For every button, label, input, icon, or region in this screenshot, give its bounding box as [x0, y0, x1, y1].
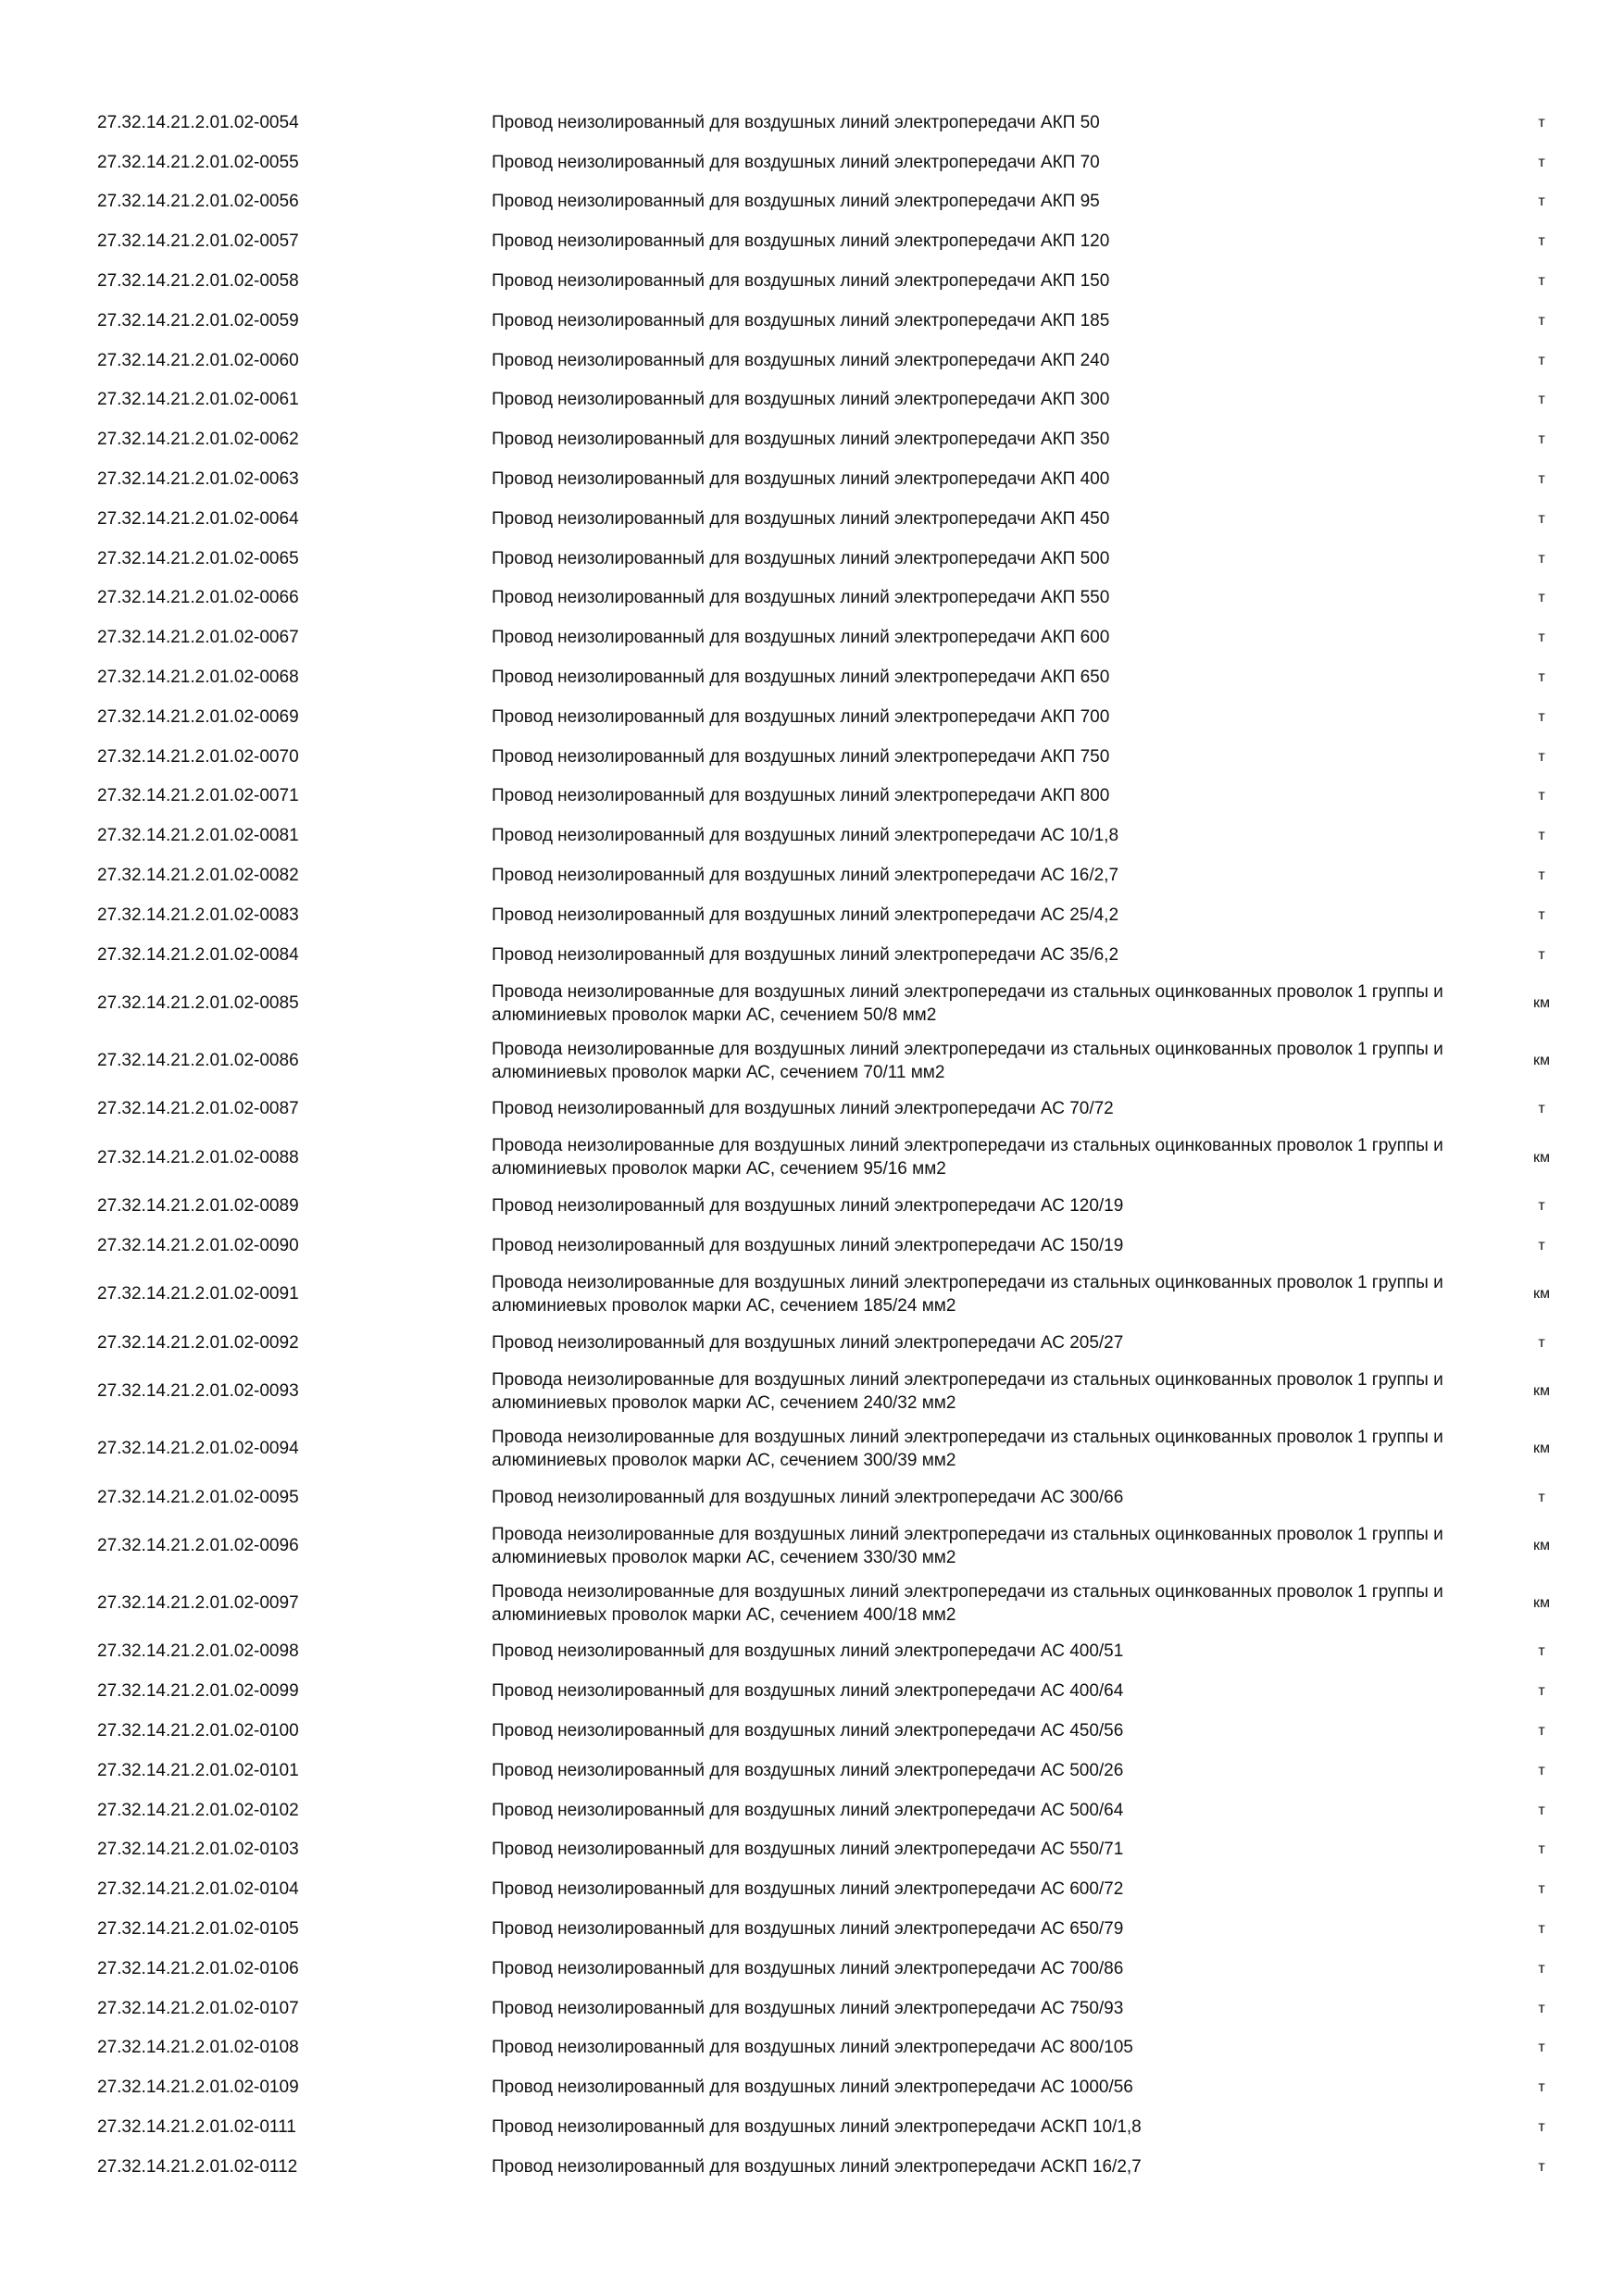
unit-of-measure: км: [1533, 1595, 1550, 1612]
table-row: [97, 1711, 1569, 1751]
resource-code: 27.32.14.21.2.01.02-0104: [97, 1879, 299, 1900]
table-row: [97, 1830, 1569, 1870]
table-row: [97, 1032, 1569, 1090]
resource-name: Провод неизолированный для воздушных линий электропередачи АС 500/26: [492, 1760, 1124, 1780]
resource-name: Провод неизолированный для воздушных линий электропередачи АС 800/105: [492, 2038, 1133, 2058]
resource-name: Провод неизолированный для воздушных линий электропередачи АКП 350: [492, 430, 1110, 450]
table-row: [97, 1791, 1569, 1830]
table-row: [97, 579, 1569, 618]
unit-of-measure: т: [1538, 828, 1545, 844]
table-row: [97, 1909, 1569, 1949]
table-row: [97, 539, 1569, 579]
table-row: [97, 381, 1569, 420]
table-row: [97, 1090, 1569, 1129]
unit-of-measure: т: [1538, 1489, 1545, 1505]
resource-name: Провод неизолированный для воздушных линий электропередачи АС 25/4,2: [492, 905, 1119, 925]
unit-of-measure: км: [1533, 1441, 1550, 1457]
resource-code: 27.32.14.21.2.01.02-0070: [97, 746, 299, 767]
table-row: [97, 855, 1569, 895]
unit-of-measure: т: [1538, 352, 1545, 368]
unit-of-measure: т: [1538, 946, 1545, 963]
unit-of-measure: т: [1538, 1101, 1545, 1117]
table-row: [97, 1186, 1569, 1226]
unit-of-measure: т: [1538, 312, 1545, 329]
resource-name: Провод неизолированный для воздушных линий электропередачи АКП 300: [492, 390, 1110, 410]
table-row: [97, 975, 1569, 1032]
resource-name: Провода неизолированные для воздушных линий электропередачи из стальных оцинкованных проволок 1 группы и алюминиевых проволок марки АС, сечением 240/32 мм2: [492, 1369, 1443, 1413]
unit-of-measure: км: [1533, 1053, 1550, 1069]
resource-name: Провод неизолированный для воздушных линий электропередачи АКП 650: [492, 668, 1110, 688]
table-row: [97, 1632, 1569, 1672]
resource-name: Провод неизолированный для воздушных линий электропередачи АС 450/56: [492, 1721, 1124, 1741]
resource-name: Провод неизолированный для воздушных линий электропередачи АС 550/71: [492, 1840, 1124, 1860]
table-row: [97, 1869, 1569, 1909]
unit-of-measure: т: [1538, 1683, 1545, 1700]
resource-code: 27.32.14.21.2.01.02-0097: [97, 1593, 299, 1614]
resource-code: 27.32.14.21.2.01.02-0100: [97, 1721, 299, 1741]
unit-of-measure: т: [1538, 114, 1545, 131]
resource-name: Провод неизолированный для воздушных линий электропередачи АС 300/66: [492, 1487, 1124, 1507]
unit-of-measure: т: [1538, 392, 1545, 408]
unit-of-measure: т: [1538, 154, 1545, 170]
resource-code: 27.32.14.21.2.01.02-0109: [97, 2078, 299, 2098]
unit-of-measure: т: [1538, 273, 1545, 290]
resource-name: Провод неизолированный для воздушных линий электропередачи АСКП 10/1,8: [492, 2116, 1142, 2137]
resource-code: 27.32.14.21.2.01.02-0107: [97, 1998, 299, 2018]
unit-of-measure: т: [1538, 1762, 1545, 1778]
table-row: [97, 1266, 1569, 1323]
resource-code: 27.32.14.21.2.01.02-0058: [97, 271, 299, 292]
resource-name: Провод неизолированный для воздушных линий электропередачи АС 500/64: [492, 1800, 1124, 1820]
table-row: [97, 1517, 1569, 1575]
resource-name: Провод неизолированный для воздушных линий электропередачи АКП 240: [492, 350, 1110, 370]
resource-code: 27.32.14.21.2.01.02-0085: [97, 993, 299, 1014]
unit-of-measure: т: [1538, 471, 1545, 488]
unit-of-measure: т: [1538, 1802, 1545, 1818]
resource-name: Провод неизолированный для воздушных линий электропередачи АС 70/72: [492, 1099, 1114, 1119]
table-row: [97, 1420, 1569, 1478]
unit-of-measure: т: [1538, 669, 1545, 686]
resource-name: Провод неизолированный для воздушных линий электропередачи АКП 600: [492, 628, 1110, 648]
unit-of-measure: км: [1533, 1383, 1550, 1400]
resource-code: 27.32.14.21.2.01.02-0065: [97, 548, 299, 568]
resource-code: 27.32.14.21.2.01.02-0090: [97, 1236, 299, 1256]
resource-name: Провода неизолированные для воздушных линий электропередачи из стальных оцинкованных проволок 1 группы и алюминиевых проволок марки АС, сечением 330/30 мм2: [492, 1524, 1443, 1567]
resource-code: 27.32.14.21.2.01.02-0071: [97, 786, 299, 806]
resource-name: Провод неизолированный для воздушных линий электропередачи АКП 800: [492, 786, 1110, 806]
resource-code: 27.32.14.21.2.01.02-0091: [97, 1284, 299, 1304]
table-row: [97, 221, 1569, 261]
table-row: [97, 1363, 1569, 1420]
unit-of-measure: км: [1533, 1149, 1550, 1166]
resource-name: Провода неизолированные для воздушных линий электропередачи из стальных оцинкованных проволок 1 группы и алюминиевых проволок марки АС, сечением 95/16 мм2: [492, 1136, 1443, 1179]
resource-name: Провод неизолированный для воздушных линий электропередачи АКП 120: [492, 231, 1110, 252]
resource-name: Провод неизолированный для воздушных линий электропередачи АКП 50: [492, 112, 1100, 132]
resource-code: 27.32.14.21.2.01.02-0054: [97, 112, 299, 132]
resource-code: 27.32.14.21.2.01.02-0094: [97, 1439, 299, 1459]
resource-name: Провод неизолированный для воздушных линий электропередачи АС 700/86: [492, 1958, 1124, 1978]
resource-table: [97, 103, 1569, 2187]
resource-name: Провод неизолированный для воздушных линий электропередачи АКП 95: [492, 192, 1100, 212]
table-row: [97, 1478, 1569, 1517]
resource-name: Провод неизолированный для воздушных линий электропередачи АС 400/51: [492, 1641, 1124, 1662]
unit-of-measure: т: [1538, 431, 1545, 448]
unit-of-measure: т: [1538, 1643, 1545, 1660]
resource-name: Провод неизолированный для воздушных линий электропередачи АКП 450: [492, 508, 1110, 529]
table-row: [97, 816, 1569, 855]
resource-code: 27.32.14.21.2.01.02-0111: [97, 2116, 296, 2137]
resource-code: 27.32.14.21.2.01.02-0093: [97, 1381, 299, 1402]
unit-of-measure: т: [1538, 1334, 1545, 1351]
resource-name: Провод неизолированный для воздушных линий электропередачи АС 35/6,2: [492, 944, 1119, 965]
resource-code: 27.32.14.21.2.01.02-0087: [97, 1099, 299, 1119]
resource-name: Провод неизолированный для воздушных линий электропередачи АС 650/79: [492, 1918, 1124, 1939]
table-row: [97, 301, 1569, 341]
unit-of-measure: т: [1538, 867, 1545, 884]
resource-code: 27.32.14.21.2.01.02-0061: [97, 390, 299, 410]
resource-code: 27.32.14.21.2.01.02-0055: [97, 152, 299, 172]
table-row: [97, 935, 1569, 975]
resource-name: Провода неизолированные для воздушных линий электропередачи из стальных оцинкованных проволок 1 группы и алюминиевых проволок марки АС, сечением 300/39 мм2: [492, 1427, 1443, 1470]
resource-code: 27.32.14.21.2.01.02-0102: [97, 1800, 299, 1820]
table-row: [97, 459, 1569, 499]
table-row: [97, 2107, 1569, 2147]
resource-name: Провод неизолированный для воздушных линий электропередачи АС 150/19: [492, 1236, 1124, 1256]
resource-name: Провод неизолированный для воздушных линий электропередачи АС 10/1,8: [492, 826, 1119, 846]
resource-name: Провод неизолированный для воздушных линий электропередачи АКП 185: [492, 310, 1110, 331]
table-row: [97, 618, 1569, 657]
unit-of-measure: т: [1538, 748, 1545, 765]
table-row: [97, 499, 1569, 539]
unit-of-measure: т: [1538, 510, 1545, 527]
resource-name: Провод неизолированный для воздушных линий электропередачи АКП 500: [492, 548, 1110, 568]
resource-code: 27.32.14.21.2.01.02-0103: [97, 1840, 299, 1860]
resource-code: 27.32.14.21.2.01.02-0069: [97, 706, 299, 727]
resource-name: Провод неизолированный для воздушных линий электропередачи АС 16/2,7: [492, 866, 1119, 886]
table-row: [97, 1671, 1569, 1711]
resource-code: 27.32.14.21.2.01.02-0099: [97, 1681, 299, 1702]
table-row: [97, 737, 1569, 777]
resource-name: Провод неизолированный для воздушных линий электропередачи АКП 400: [492, 469, 1110, 490]
resource-code: 27.32.14.21.2.01.02-0068: [97, 668, 299, 688]
unit-of-measure: т: [1538, 1960, 1545, 1977]
resource-code: 27.32.14.21.2.01.02-0062: [97, 430, 299, 450]
unit-of-measure: т: [1538, 2158, 1545, 2175]
table-row: [97, 419, 1569, 459]
table-row: [97, 341, 1569, 381]
resource-name: Провод неизолированный для воздушных линий электропередачи АС 750/93: [492, 1998, 1124, 2018]
unit-of-measure: т: [1538, 906, 1545, 923]
resource-code: 27.32.14.21.2.01.02-0112: [97, 2156, 298, 2177]
resource-code: 27.32.14.21.2.01.02-0067: [97, 628, 299, 648]
resource-code: 27.32.14.21.2.01.02-0106: [97, 1958, 299, 1978]
unit-of-measure: т: [1538, 1881, 1545, 1898]
table-row: [97, 2147, 1569, 2187]
table-row: [97, 895, 1569, 935]
unit-of-measure: т: [1538, 193, 1545, 210]
table-row: [97, 657, 1569, 697]
unit-of-measure: т: [1538, 550, 1545, 567]
resource-code: 27.32.14.21.2.01.02-0059: [97, 310, 299, 331]
resource-name: Провода неизолированные для воздушных линий электропередачи из стальных оцинкованных проволок 1 группы и алюминиевых проволок марки АС, сечением 50/8 мм2: [492, 981, 1443, 1025]
resource-code: 27.32.14.21.2.01.02-0098: [97, 1641, 299, 1662]
resource-code: 27.32.14.21.2.01.02-0108: [97, 2038, 299, 2058]
unit-of-measure: т: [1538, 2079, 1545, 2096]
resource-code: 27.32.14.21.2.01.02-0056: [97, 192, 299, 212]
resource-code: 27.32.14.21.2.01.02-0063: [97, 469, 299, 490]
table-row: [97, 1129, 1569, 1186]
table-row: [97, 1575, 1569, 1632]
resource-name: Провод неизолированный для воздушных линий электропередачи АС 1000/56: [492, 2078, 1133, 2098]
resource-name: Провод неизолированный для воздушных линий электропередачи АСКП 16/2,7: [492, 2156, 1142, 2177]
resource-code: 27.32.14.21.2.01.02-0096: [97, 1536, 299, 1556]
table-row: [97, 103, 1569, 143]
resource-code: 27.32.14.21.2.01.02-0082: [97, 866, 299, 886]
resource-code: 27.32.14.21.2.01.02-0095: [97, 1487, 299, 1507]
table-row: [97, 143, 1569, 182]
resource-name: Провода неизолированные для воздушных линий электропередачи из стальных оцинкованных проволок 1 группы и алюминиевых проволок марки АС, сечением 400/18 мм2: [492, 1581, 1443, 1625]
unit-of-measure: т: [1538, 590, 1545, 606]
resource-code: 27.32.14.21.2.01.02-0064: [97, 508, 299, 529]
unit-of-measure: т: [1538, 708, 1545, 725]
unit-of-measure: т: [1538, 1198, 1545, 1215]
resource-code: 27.32.14.21.2.01.02-0081: [97, 826, 299, 846]
resource-code: 27.32.14.21.2.01.02-0086: [97, 1051, 299, 1071]
table-row: [97, 2028, 1569, 2067]
unit-of-measure: т: [1538, 1238, 1545, 1254]
table-row: [97, 1989, 1569, 2028]
resource-code: 27.32.14.21.2.01.02-0057: [97, 231, 299, 252]
unit-of-measure: км: [1533, 1286, 1550, 1303]
table-row: [97, 1949, 1569, 1989]
resource-name: Провода неизолированные для воздушных линий электропередачи из стальных оцинкованных проволок 1 группы и алюминиевых проволок марки АС, сечением 185/24 мм2: [492, 1272, 1443, 1316]
resource-code: 27.32.14.21.2.01.02-0066: [97, 588, 299, 608]
unit-of-measure: т: [1538, 630, 1545, 646]
table-row: [97, 777, 1569, 817]
unit-of-measure: км: [1533, 1538, 1550, 1554]
resource-code: 27.32.14.21.2.01.02-0060: [97, 350, 299, 370]
resource-code: 27.32.14.21.2.01.02-0088: [97, 1147, 299, 1167]
table-row: [97, 2067, 1569, 2107]
unit-of-measure: т: [1538, 2040, 1545, 2056]
resource-code: 27.32.14.21.2.01.02-0089: [97, 1196, 299, 1217]
table-row: [97, 261, 1569, 301]
resource-code: 27.32.14.21.2.01.02-0105: [97, 1918, 299, 1939]
unit-of-measure: км: [1533, 995, 1550, 1012]
resource-name: Провод неизолированный для воздушных линий электропередачи АКП 750: [492, 746, 1110, 767]
table-row: [97, 1751, 1569, 1791]
resource-name: Провод неизолированный для воздушных линий электропередачи АС 600/72: [492, 1879, 1124, 1900]
resource-code: 27.32.14.21.2.01.02-0101: [97, 1760, 299, 1780]
unit-of-measure: т: [1538, 2118, 1545, 2135]
resource-name: Провод неизолированный для воздушных линий электропередачи АКП 70: [492, 152, 1100, 172]
resource-name: Провод неизолированный для воздушных линий электропередачи АС 120/19: [492, 1196, 1124, 1217]
resource-code: 27.32.14.21.2.01.02-0084: [97, 944, 299, 965]
unit-of-measure: т: [1538, 1841, 1545, 1858]
resource-name: Провода неизолированные для воздушных линий электропередачи из стальных оцинкованных проволок 1 группы и алюминиевых проволок марки АС, сечением 70/11 мм2: [492, 1039, 1443, 1082]
resource-code: 27.32.14.21.2.01.02-0092: [97, 1332, 299, 1353]
resource-code: 27.32.14.21.2.01.02-0083: [97, 905, 299, 925]
resource-name: Провод неизолированный для воздушных линий электропередачи АС 400/64: [492, 1681, 1124, 1702]
resource-name: Провод неизолированный для воздушных линий электропередачи АКП 550: [492, 588, 1110, 608]
unit-of-measure: т: [1538, 2000, 1545, 2016]
table-row: [97, 1323, 1569, 1363]
resource-name: Провод неизолированный для воздушных линий электропередачи АКП 150: [492, 271, 1110, 292]
table-row: [97, 182, 1569, 222]
table-row: [97, 697, 1569, 737]
resource-name: Провод неизолированный для воздушных линий электропередачи АС 205/27: [492, 1332, 1124, 1353]
table-row: [97, 1226, 1569, 1266]
resource-name: Провод неизолированный для воздушных линий электропередачи АКП 700: [492, 706, 1110, 727]
unit-of-measure: т: [1538, 1920, 1545, 1937]
unit-of-measure: т: [1538, 1723, 1545, 1739]
unit-of-measure: т: [1538, 233, 1545, 250]
unit-of-measure: т: [1538, 788, 1545, 805]
